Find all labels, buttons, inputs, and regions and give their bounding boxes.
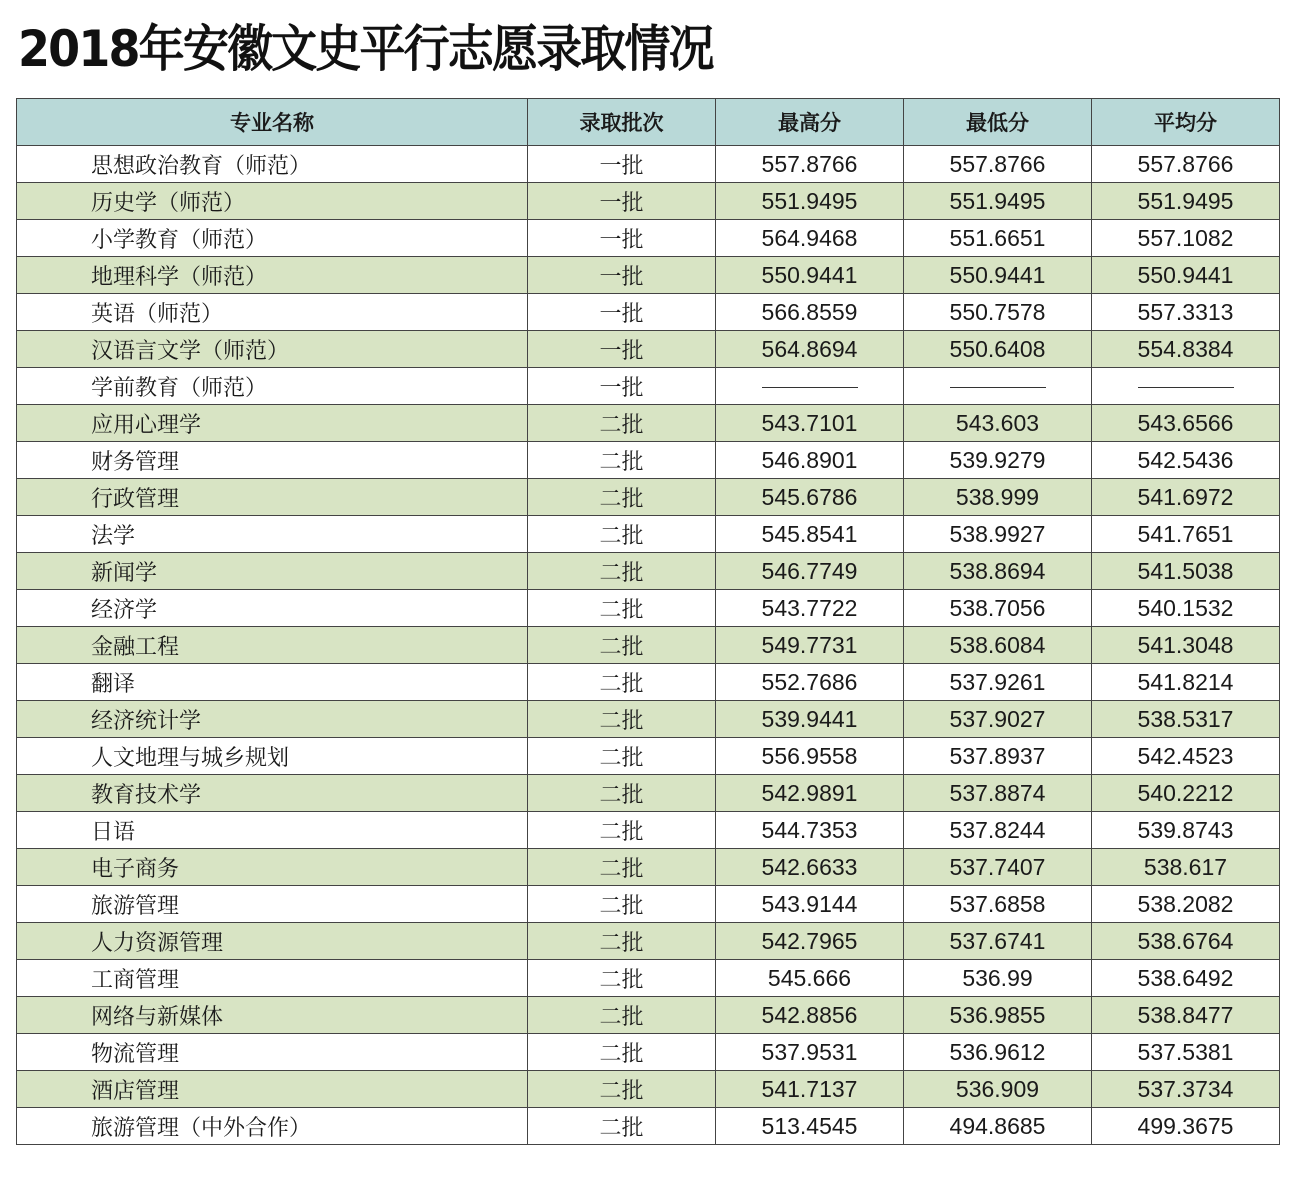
batch-cell: 一批 [528,257,716,294]
table-row [17,257,1280,294]
min-score-cell: 538.6084 [904,627,1092,664]
major-cell: 金融工程 [17,627,528,664]
avg-score-cell: 538.617 [1092,849,1280,886]
major-cell: 新闻学 [17,553,528,590]
min-score-cell: 551.9495 [904,183,1092,220]
min-score-cell: 538.9927 [904,516,1092,553]
avg-score-cell: 542.5436 [1092,442,1280,479]
min-score-cell: 543.603 [904,405,1092,442]
max-score-cell: 542.9891 [716,775,904,812]
avg-score-cell: 539.8743 [1092,812,1280,849]
batch-cell: 二批 [528,812,716,849]
major-cell: 旅游管理 [17,886,528,923]
max-score-cell: 545.6786 [716,479,904,516]
batch-cell: 二批 [528,960,716,997]
batch-cell: 二批 [528,1108,716,1145]
max-score-cell: 513.4545 [716,1108,904,1145]
table-header-row [17,99,1280,146]
batch-cell: 二批 [528,664,716,701]
avg-score-cell: 554.8384 [1092,331,1280,368]
max-score-cell: 549.7731 [716,627,904,664]
table-row [17,183,1280,220]
avg-score-cell: 499.3675 [1092,1108,1280,1145]
table-row [17,1034,1280,1071]
min-score-cell: 537.6858 [904,886,1092,923]
min-score-cell: 550.9441 [904,257,1092,294]
min-score-cell: 536.9612 [904,1034,1092,1071]
page-title: 2018年安徽文史平行志愿录取情况 [18,20,713,78]
min-score-cell: 537.8874 [904,775,1092,812]
major-cell: 思想政治教育（师范） [17,146,528,183]
min-score-cell: 494.8685 [904,1108,1092,1145]
table-body [17,146,1280,1145]
table-row [17,849,1280,886]
max-score-cell: 541.7137 [716,1071,904,1108]
major-cell: 汉语言文学（师范） [17,331,528,368]
max-score-cell: 539.9441 [716,701,904,738]
min-score-cell: 537.8244 [904,812,1092,849]
avg-score-cell: 538.2082 [1092,886,1280,923]
avg-score-cell: 538.6492 [1092,960,1280,997]
table-row [17,516,1280,553]
batch-cell: 一批 [528,368,716,405]
table-row [17,812,1280,849]
table-row [17,442,1280,479]
avg-score-cell: 538.6764 [1092,923,1280,960]
min-score-cell: 536.99 [904,960,1092,997]
table-row [17,331,1280,368]
batch-cell: 一批 [528,183,716,220]
batch-cell: 一批 [528,220,716,257]
major-cell: 地理科学（师范） [17,257,528,294]
major-cell: 小学教育（师范） [17,220,528,257]
batch-cell: 一批 [528,294,716,331]
avg-score-cell: 540.2212 [1092,775,1280,812]
major-cell: 酒店管理 [17,1071,528,1108]
table-row [17,368,1280,405]
table-row [17,479,1280,516]
avg-score-cell: 550.9441 [1092,257,1280,294]
avg-score-cell: 551.9495 [1092,183,1280,220]
batch-cell: 二批 [528,553,716,590]
max-score-cell: 543.7101 [716,405,904,442]
avg-score-cell: 557.3313 [1092,294,1280,331]
column-header-max-score: 最高分 [716,99,904,146]
major-cell: 旅游管理（中外合作） [17,1108,528,1145]
max-score-cell: 537.9531 [716,1034,904,1071]
batch-cell: 二批 [528,1034,716,1071]
major-cell: 日语 [17,812,528,849]
max-score-cell: 542.6633 [716,849,904,886]
max-score-cell: 551.9495 [716,183,904,220]
table-row [17,220,1280,257]
batch-cell: 二批 [528,405,716,442]
table-row [17,405,1280,442]
major-cell: 经济学 [17,590,528,627]
max-score-cell: 545.8541 [716,516,904,553]
table-row [17,886,1280,923]
major-cell: 电子商务 [17,849,528,886]
max-score-cell: 564.9468 [716,220,904,257]
avg-score-cell: 537.3734 [1092,1071,1280,1108]
batch-cell: 二批 [528,849,716,886]
table-row [17,738,1280,775]
max-score-cell: 542.8856 [716,997,904,1034]
column-header-batch: 录取批次 [528,99,716,146]
no-data-dash [1138,387,1234,388]
table-row [17,590,1280,627]
major-cell: 财务管理 [17,442,528,479]
major-cell: 行政管理 [17,479,528,516]
major-cell: 应用心理学 [17,405,528,442]
avg-score-cell: 542.4523 [1092,738,1280,775]
avg-score-cell: 541.7651 [1092,516,1280,553]
max-score-cell: 542.7965 [716,923,904,960]
major-cell: 人文地理与城乡规划 [17,738,528,775]
avg-score-cell: 537.5381 [1092,1034,1280,1071]
major-cell: 翻译 [17,664,528,701]
min-score-cell: 539.9279 [904,442,1092,479]
max-score-cell: 556.9558 [716,738,904,775]
table-row [17,775,1280,812]
batch-cell: 二批 [528,701,716,738]
major-cell: 物流管理 [17,1034,528,1071]
major-cell: 经济统计学 [17,701,528,738]
max-score-cell: 546.7749 [716,553,904,590]
min-score-cell: 537.8937 [904,738,1092,775]
avg-score-cell: 557.1082 [1092,220,1280,257]
table-row [17,1108,1280,1145]
batch-cell: 二批 [528,775,716,812]
max-score-cell: 543.9144 [716,886,904,923]
max-score-cell [716,368,904,405]
batch-cell: 二批 [528,1071,716,1108]
major-cell: 历史学（师范） [17,183,528,220]
min-score-cell: 550.6408 [904,331,1092,368]
batch-cell: 二批 [528,997,716,1034]
table-row [17,701,1280,738]
avg-score-cell: 557.8766 [1092,146,1280,183]
table-row [17,923,1280,960]
table-row [17,553,1280,590]
major-cell: 人力资源管理 [17,923,528,960]
table-row [17,146,1280,183]
avg-score-cell: 541.3048 [1092,627,1280,664]
admission-table [16,98,1280,1145]
min-score-cell: 537.9261 [904,664,1092,701]
max-score-cell: 546.8901 [716,442,904,479]
max-score-cell: 544.7353 [716,812,904,849]
table-row [17,664,1280,701]
avg-score-cell: 541.5038 [1092,553,1280,590]
avg-score-cell: 541.6972 [1092,479,1280,516]
max-score-cell: 543.7722 [716,590,904,627]
major-cell: 英语（师范） [17,294,528,331]
column-header-major: 专业名称 [17,99,528,146]
min-score-cell: 551.6651 [904,220,1092,257]
max-score-cell: 552.7686 [716,664,904,701]
batch-cell: 二批 [528,627,716,664]
major-cell: 教育技术学 [17,775,528,812]
column-header-avg-score: 平均分 [1092,99,1280,146]
table-row [17,1071,1280,1108]
avg-score-cell: 538.5317 [1092,701,1280,738]
min-score-cell: 538.999 [904,479,1092,516]
table-row [17,997,1280,1034]
min-score-cell: 537.7407 [904,849,1092,886]
major-cell: 工商管理 [17,960,528,997]
table-row [17,960,1280,997]
min-score-cell [904,368,1092,405]
max-score-cell: 564.8694 [716,331,904,368]
max-score-cell: 557.8766 [716,146,904,183]
batch-cell: 一批 [528,146,716,183]
min-score-cell: 536.9855 [904,997,1092,1034]
batch-cell: 二批 [528,516,716,553]
max-score-cell: 545.666 [716,960,904,997]
avg-score-cell: 541.8214 [1092,664,1280,701]
batch-cell: 二批 [528,886,716,923]
avg-score-cell [1092,368,1280,405]
min-score-cell: 550.7578 [904,294,1092,331]
batch-cell: 二批 [528,479,716,516]
avg-score-cell: 543.6566 [1092,405,1280,442]
min-score-cell: 557.8766 [904,146,1092,183]
avg-score-cell: 540.1532 [1092,590,1280,627]
min-score-cell: 537.9027 [904,701,1092,738]
min-score-cell: 538.7056 [904,590,1092,627]
major-cell: 法学 [17,516,528,553]
batch-cell: 一批 [528,331,716,368]
max-score-cell: 550.9441 [716,257,904,294]
major-cell: 网络与新媒体 [17,997,528,1034]
max-score-cell: 566.8559 [716,294,904,331]
batch-cell: 二批 [528,590,716,627]
major-cell: 学前教育（师范） [17,368,528,405]
batch-cell: 二批 [528,442,716,479]
column-header-min-score: 最低分 [904,99,1092,146]
table-row [17,627,1280,664]
batch-cell: 二批 [528,923,716,960]
min-score-cell: 536.909 [904,1071,1092,1108]
no-data-dash [950,387,1046,388]
min-score-cell: 538.8694 [904,553,1092,590]
avg-score-cell: 538.8477 [1092,997,1280,1034]
batch-cell: 二批 [528,738,716,775]
table-row [17,294,1280,331]
min-score-cell: 537.6741 [904,923,1092,960]
no-data-dash [762,387,858,388]
